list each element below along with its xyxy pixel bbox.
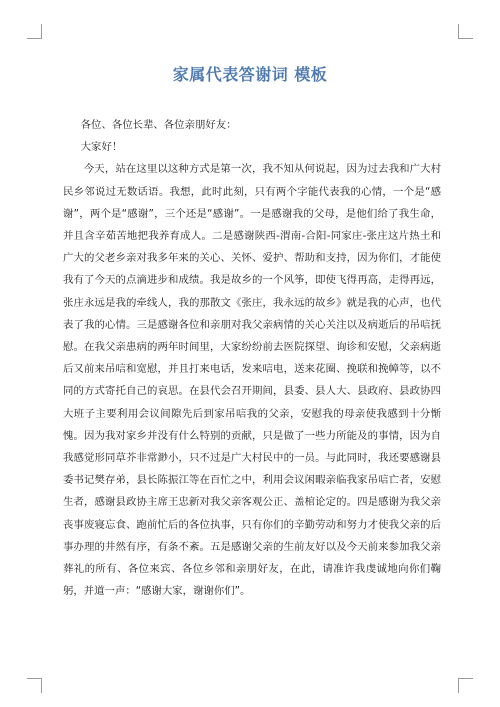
greeting: 大家好！ — [80, 141, 123, 154]
crop-mark-top-right — [458, 24, 473, 39]
crop-mark-top-left — [27, 24, 42, 39]
crop-mark-bottom-left — [27, 678, 42, 693]
salutation: 各位、各位长辈、各位亲朋好友： — [80, 119, 237, 131]
document-body — [63, 114, 441, 602]
crop-mark-bottom-right — [458, 678, 473, 693]
document-title: 家属代表答谢词 模板 — [172, 65, 328, 84]
body-paragraph: 今天，站在这里以这种方式是第一次，我不知从何说起，因为过去我和广大村民乡邻说过无数话语。我想，此时此刻，只有两个字能代表我的心情，一个是“感谢”，两个是“感谢”，三个还是“感谢”。一是感谢我的父母，是他们给了我生命，并且含辛茹苦地把我养育成人。二是感谢陕西-渭南-合阳-同家庄-张庄这片热土和广大的父老乡亲对我多年来的关心、关怀、爱护、帮助和支持，因为你们，才能使我有了今天的点滴进步和成绩。我是故乡的一个风筝，即使飞得再高，走得再远，张庄永远是我的牵线人，我的那散文《张庄，我永远的故乡》就是我的心声，也代表了我的心情。三是感谢各位和亲朋对我父亲病情的关心关注以及病逝后的吊唁抚慰。在我父亲患病的两年时间里，大家纷纷前去医院探望、询诊和安慰，父亲病逝后又前来吊唁和宽慰，并且打来电话，发来唁电，送来花圈、挽联和挽幛等，以不同的方式寄托自己的哀思。在县代会召开期间，县委、县人大、县政府、县政协四大班子主要利用会议间隙先后到家吊唁我的父亲，安慰我的母亲使我感到十分惭愧。因为我对家乡并没有什么特别的贡献，只是做了一些力所能及的事情，因为自我感觉形同草芥非常渺小，只不过是广大村民中的一员。与此同时，我还要感谢县委书记樊存弟，县长陈振江等在百忙之中，利用会议闲暇亲临我家吊唁亡者，安慰生者，感谢县政协主席王忠新对我父亲客观公正、盖棺论定的。四是感谢为我父亲丧事废寝忘食、跑前忙后的各位执事，只有你们的辛勤劳动和努力才使我父亲的后事办理的井然有序，有条不紊。五是感谢父亲的生前友好以及今天前来参加我父亲葬礼的所有、各位来宾、各位乡邻和亲朋好友，在此，请准许我虔诚地向你们鞠躬，并道一声：“感谢大家，谢谢你们”。 — [63, 163, 441, 598]
